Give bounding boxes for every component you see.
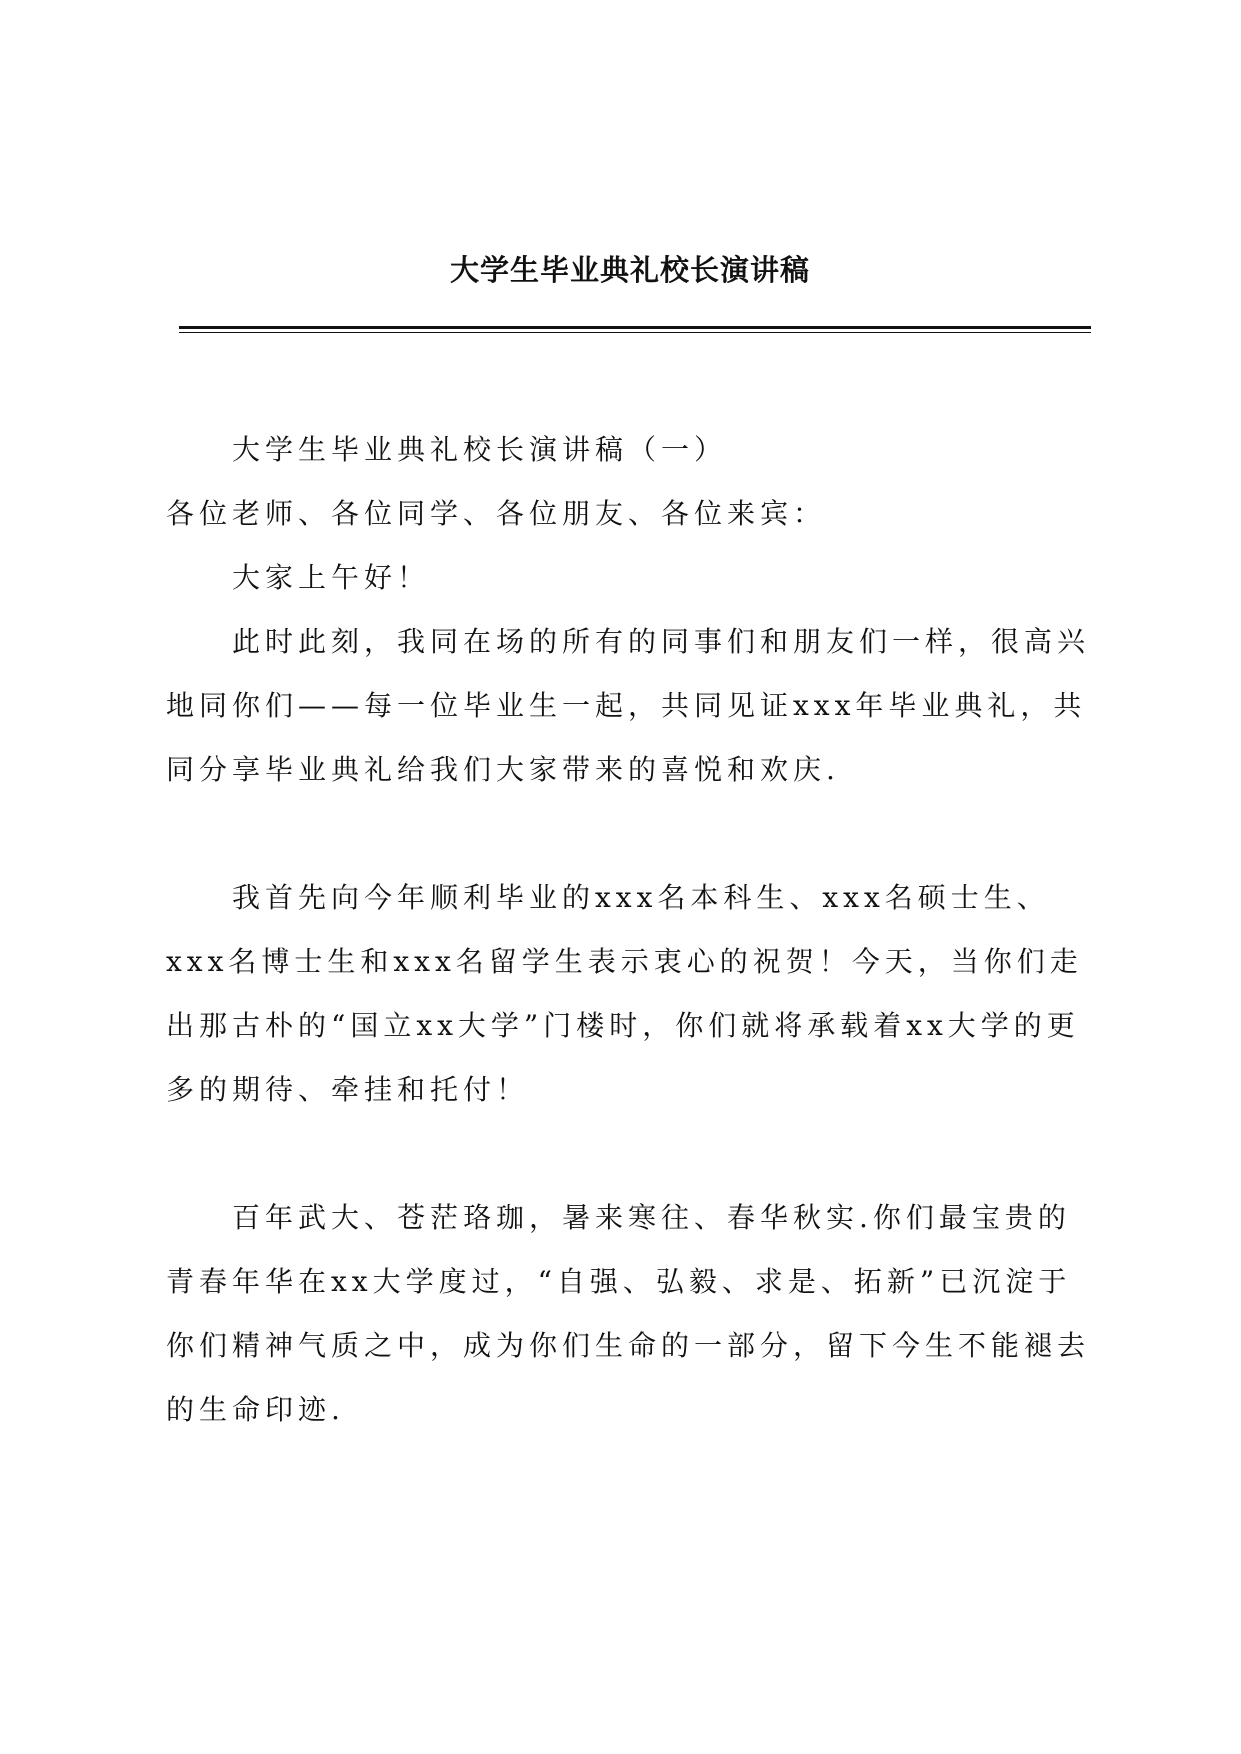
title-divider-thin: [179, 332, 1091, 333]
title-divider-thick: [179, 326, 1091, 329]
body-paragraph: 我首先向今年顺利毕业的xxx名本科生、xxx名硕士生、xxx名博士生和xxx名留学生表示衷心的祝贺！今天，当你们走出那古朴的“国立xx大学”门楼时，你们就将承载着xx大学的更多的期待、牵挂和托付！: [166, 881, 1083, 1106]
body-paragraph: 百年武大、苍茫珞珈，暑来寒往、春华秋实.你们最宝贵的青春年华在xx大学度过，“自强、弘毅、求是、拓新”已沉淀于你们精神气质之中，成为你们生命的一部分，留下今生不能褪去的生命印迹.: [166, 1201, 1091, 1426]
body-paragraph: 此时此刻，我同在场的所有的同事们和朋友们一样，很高兴地同你们——每一位毕业生一起，共同见证xxx年毕业典礼，共同分享毕业典礼给我们大家带来的喜悦和欢庆.: [166, 625, 1091, 786]
greeting: 大家上午好！: [232, 561, 431, 594]
salutation: 各位老师、各位同学、各位朋友、各位来宾：: [166, 497, 827, 530]
section-heading: 大学生毕业典礼校长演讲稿（一）: [232, 433, 728, 466]
document-title: 大学生毕业典礼校长演讲稿: [449, 253, 810, 287]
document-body: [166, 418, 1096, 1442]
